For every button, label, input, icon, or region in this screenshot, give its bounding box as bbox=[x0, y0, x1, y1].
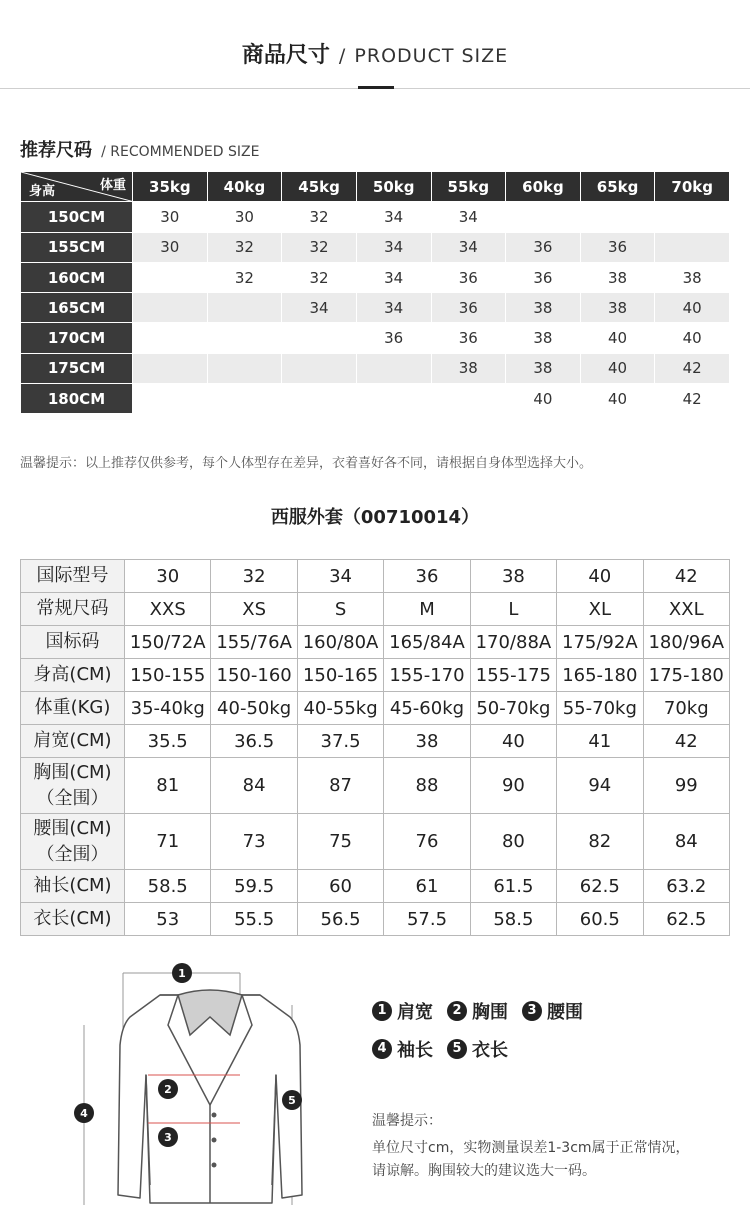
recommended-size-cell: 36 bbox=[580, 232, 655, 262]
size-value-cell: 61 bbox=[384, 870, 470, 903]
recommended-size-cell bbox=[207, 293, 282, 323]
size-row-label-sub: （全围） bbox=[36, 843, 109, 865]
recommended-size-cell bbox=[133, 353, 208, 383]
height-header: 150CM bbox=[21, 202, 133, 232]
size-value-cell: 32 bbox=[211, 560, 297, 593]
size-value-cell: 41 bbox=[557, 725, 643, 758]
size-value-cell: 38 bbox=[470, 560, 556, 593]
recommended-size-cell bbox=[207, 323, 282, 353]
recommended-size-cell: 38 bbox=[506, 353, 581, 383]
recommended-size-cell: 38 bbox=[580, 293, 655, 323]
size-value-cell: 40-50kg bbox=[211, 692, 297, 725]
weight-header: 70kg bbox=[655, 172, 730, 202]
recommended-size-cell: 34 bbox=[356, 202, 431, 232]
table-row bbox=[21, 593, 730, 626]
size-row-label-text: 国际型号 bbox=[36, 565, 109, 586]
size-value-cell: 53 bbox=[125, 903, 211, 936]
recommended-size-cell: 30 bbox=[207, 202, 282, 232]
size-value-cell: 87 bbox=[297, 758, 383, 814]
size-value-cell: 150/72A bbox=[125, 626, 211, 659]
size-value-cell: XXL bbox=[643, 593, 729, 626]
recommended-size-cell: 36 bbox=[506, 232, 581, 262]
table-row bbox=[21, 232, 730, 262]
size-row-label bbox=[21, 758, 125, 814]
table-row bbox=[21, 262, 730, 292]
size-value-cell: 35-40kg bbox=[125, 692, 211, 725]
size-value-cell: 175-180 bbox=[643, 659, 729, 692]
size-row-label-sub: （全围） bbox=[36, 787, 109, 809]
recommended-tip: 温馨提示：以上推荐仅供参考，每个人体型存在差异，衣着喜好各不同，请根据自身体型选择大小。 bbox=[20, 456, 593, 471]
recommended-size-cell: 30 bbox=[133, 202, 208, 232]
table-row bbox=[21, 659, 730, 692]
size-value-cell: 160/80A bbox=[297, 626, 383, 659]
table-row bbox=[21, 725, 730, 758]
weight-header: 60kg bbox=[506, 172, 581, 202]
legend-item-shoulder bbox=[372, 998, 433, 1024]
size-value-cell: 45-60kg bbox=[384, 692, 470, 725]
size-value-cell: 62.5 bbox=[643, 903, 729, 936]
size-value-cell: 60 bbox=[297, 870, 383, 903]
size-value-cell: M bbox=[384, 593, 470, 626]
recommended-size-cell bbox=[431, 384, 506, 414]
recommended-size-cell bbox=[207, 353, 282, 383]
legend-item-sleeve bbox=[372, 1036, 433, 1062]
size-value-cell: S bbox=[297, 593, 383, 626]
recommended-size-cell: 32 bbox=[207, 262, 282, 292]
table-row bbox=[21, 323, 730, 353]
size-value-cell: 61.5 bbox=[470, 870, 556, 903]
size-row-label bbox=[21, 560, 125, 593]
size-value-cell: XL bbox=[557, 593, 643, 626]
recommended-size-cell bbox=[133, 293, 208, 323]
size-value-cell: 50-70kg bbox=[470, 692, 556, 725]
size-value-cell: 73 bbox=[211, 814, 297, 870]
size-value-cell: 155/76A bbox=[211, 626, 297, 659]
note-title: 温馨提示： bbox=[372, 1113, 442, 1129]
size-value-cell: 155-175 bbox=[470, 659, 556, 692]
weight-header: 45kg bbox=[282, 172, 357, 202]
legend-number: 4 bbox=[372, 1039, 392, 1059]
size-row-label bbox=[21, 593, 125, 626]
size-value-cell: 88 bbox=[384, 758, 470, 814]
legend-number: 3 bbox=[522, 1001, 542, 1021]
recommended-size-cell bbox=[133, 262, 208, 292]
recommended-size-table bbox=[20, 171, 730, 414]
recommended-size-cell: 38 bbox=[655, 262, 730, 292]
marker-3-label: 3 bbox=[164, 1131, 172, 1144]
table-row bbox=[21, 626, 730, 659]
recommended-size-cell bbox=[356, 384, 431, 414]
recommended-size-cell: 40 bbox=[655, 293, 730, 323]
size-value-cell: 155-170 bbox=[384, 659, 470, 692]
recommended-size-cell: 34 bbox=[282, 293, 357, 323]
size-value-cell: 170/88A bbox=[470, 626, 556, 659]
size-value-cell: 76 bbox=[384, 814, 470, 870]
height-header: 175CM bbox=[21, 353, 133, 383]
size-row-label-text: 肩宽(CM) bbox=[33, 730, 112, 751]
marker-1 bbox=[172, 963, 192, 983]
size-value-cell: 75 bbox=[297, 814, 383, 870]
size-value-cell: 81 bbox=[125, 758, 211, 814]
table-row bbox=[21, 293, 730, 323]
recommended-size-cell bbox=[506, 202, 581, 232]
table-row bbox=[21, 202, 730, 232]
weight-header: 35kg bbox=[133, 172, 208, 202]
header-title-en: PRODUCT SIZE bbox=[354, 45, 509, 67]
table-row bbox=[21, 692, 730, 725]
table-row bbox=[21, 870, 730, 903]
recommended-size-cell: 34 bbox=[431, 202, 506, 232]
page-header bbox=[0, 38, 750, 69]
weight-header: 55kg bbox=[431, 172, 506, 202]
recommended-size-cell: 36 bbox=[431, 323, 506, 353]
size-value-cell: 150-165 bbox=[297, 659, 383, 692]
size-value-cell: 36 bbox=[384, 560, 470, 593]
recommended-size-cell: 36 bbox=[431, 293, 506, 323]
recommended-title bbox=[20, 136, 259, 162]
legend-label: 衣长 bbox=[472, 1040, 508, 1061]
size-row-label bbox=[21, 814, 125, 870]
recommended-size-cell bbox=[655, 202, 730, 232]
size-value-cell: 90 bbox=[470, 758, 556, 814]
marker-1-label: 1 bbox=[178, 967, 186, 980]
size-value-cell: 56.5 bbox=[297, 903, 383, 936]
size-row-label-text: 腰围(CM) bbox=[33, 817, 112, 839]
recommended-size-cell: 40 bbox=[580, 323, 655, 353]
recommended-size-cell: 34 bbox=[356, 293, 431, 323]
weight-header: 65kg bbox=[580, 172, 655, 202]
size-value-cell: 84 bbox=[643, 814, 729, 870]
product-title: 西服外套（00710014） bbox=[270, 507, 480, 528]
size-row-label bbox=[21, 725, 125, 758]
size-value-cell: 99 bbox=[643, 758, 729, 814]
table-corner-cell bbox=[21, 172, 133, 202]
legend-number: 2 bbox=[447, 1001, 467, 1021]
table-row bbox=[21, 903, 730, 936]
height-header: 165CM bbox=[21, 293, 133, 323]
recommended-size-cell bbox=[655, 232, 730, 262]
recommended-size-cell: 30 bbox=[133, 232, 208, 262]
size-row-label-text: 袖长(CM) bbox=[33, 875, 112, 896]
legend-item-waist bbox=[522, 998, 583, 1024]
header-accent-bar bbox=[358, 86, 394, 89]
table-row bbox=[21, 353, 730, 383]
legend-row bbox=[372, 998, 597, 1024]
size-row-label-text: 胸围(CM) bbox=[33, 761, 112, 783]
recommended-size-cell bbox=[282, 323, 357, 353]
height-header: 180CM bbox=[21, 384, 133, 414]
recommended-size-cell bbox=[207, 384, 282, 414]
legend-label: 腰围 bbox=[547, 1002, 583, 1023]
recommended-size-cell bbox=[580, 202, 655, 232]
recommended-size-cell bbox=[282, 353, 357, 383]
table-row bbox=[21, 384, 730, 414]
recommended-title-en: / RECOMMENDED SIZE bbox=[101, 144, 260, 160]
marker-5-label: 5 bbox=[288, 1094, 296, 1107]
marker-4-label: 4 bbox=[80, 1107, 88, 1120]
corner-height-label: 身高 bbox=[29, 184, 56, 200]
size-value-cell: 40 bbox=[470, 725, 556, 758]
size-value-cell: 165-180 bbox=[557, 659, 643, 692]
recommended-size-cell: 42 bbox=[655, 384, 730, 414]
size-value-cell: 180/96A bbox=[643, 626, 729, 659]
marker-2-label: 2 bbox=[164, 1083, 172, 1096]
size-value-cell: 80 bbox=[470, 814, 556, 870]
size-value-cell: 40 bbox=[557, 560, 643, 593]
legend-label: 袖长 bbox=[397, 1040, 433, 1061]
size-value-cell: 94 bbox=[557, 758, 643, 814]
weight-header: 40kg bbox=[207, 172, 282, 202]
size-value-cell: 60.5 bbox=[557, 903, 643, 936]
measurement-legend bbox=[372, 998, 597, 1074]
size-row-label-text: 衣长(CM) bbox=[33, 908, 112, 929]
header-separator: / bbox=[338, 45, 346, 67]
size-row-label-text: 身高(CM) bbox=[33, 664, 112, 685]
size-value-cell: 42 bbox=[643, 725, 729, 758]
legend-item-chest bbox=[447, 998, 508, 1024]
legend-label: 肩宽 bbox=[397, 1002, 433, 1023]
size-row-label-text: 常规尺码 bbox=[36, 598, 109, 619]
size-value-cell: 38 bbox=[384, 725, 470, 758]
legend-row bbox=[372, 1036, 597, 1062]
height-header: 170CM bbox=[21, 323, 133, 353]
size-value-cell: XS bbox=[211, 593, 297, 626]
marker-4 bbox=[74, 1103, 94, 1123]
size-value-cell: 57.5 bbox=[384, 903, 470, 936]
size-value-cell: 42 bbox=[643, 560, 729, 593]
size-value-cell: 150-155 bbox=[125, 659, 211, 692]
table-row bbox=[21, 814, 730, 870]
size-value-cell: 37.5 bbox=[297, 725, 383, 758]
legend-number: 5 bbox=[447, 1039, 467, 1059]
size-value-cell: 55-70kg bbox=[557, 692, 643, 725]
size-row-label bbox=[21, 870, 125, 903]
recommended-size-cell: 38 bbox=[506, 323, 581, 353]
note-body: 单位尺寸cm，实物测量误差1-3cm属于正常情况，请谅解。胸围较大的建议选大一码。 bbox=[372, 1140, 690, 1179]
recommended-size-cell: 40 bbox=[580, 384, 655, 414]
header-title-zh: 商品尺寸 bbox=[241, 43, 330, 68]
recommended-size-cell bbox=[356, 353, 431, 383]
size-value-cell: 63.2 bbox=[643, 870, 729, 903]
size-value-cell: 84 bbox=[211, 758, 297, 814]
recommended-size-cell: 36 bbox=[356, 323, 431, 353]
recommended-size-cell: 38 bbox=[431, 353, 506, 383]
size-row-label bbox=[21, 692, 125, 725]
size-value-cell: 62.5 bbox=[557, 870, 643, 903]
recommended-size-cell: 32 bbox=[282, 232, 357, 262]
size-value-cell: 59.5 bbox=[211, 870, 297, 903]
marker-5 bbox=[282, 1090, 302, 1110]
marker-2 bbox=[158, 1079, 178, 1099]
recommended-size-cell: 32 bbox=[282, 202, 357, 232]
size-row-label-text: 国标码 bbox=[45, 631, 100, 652]
recommended-title-zh: 推荐尺码 bbox=[20, 140, 92, 161]
size-value-cell: XXS bbox=[125, 593, 211, 626]
size-value-cell: 175/92A bbox=[557, 626, 643, 659]
size-row-label bbox=[21, 903, 125, 936]
size-row-label-text: 体重(KG) bbox=[34, 697, 111, 718]
legend-item-length bbox=[447, 1036, 508, 1062]
recommended-size-cell: 40 bbox=[655, 323, 730, 353]
recommended-size-cell: 42 bbox=[655, 353, 730, 383]
size-row-label bbox=[21, 659, 125, 692]
height-header: 160CM bbox=[21, 262, 133, 292]
size-value-cell: 70kg bbox=[643, 692, 729, 725]
recommended-size-cell: 32 bbox=[282, 262, 357, 292]
recommended-size-cell: 34 bbox=[356, 262, 431, 292]
recommended-size-cell: 40 bbox=[580, 353, 655, 383]
size-value-cell: 30 bbox=[125, 560, 211, 593]
weight-header: 50kg bbox=[356, 172, 431, 202]
size-value-cell: 165/84A bbox=[384, 626, 470, 659]
size-row-label bbox=[21, 626, 125, 659]
size-value-cell: L bbox=[470, 593, 556, 626]
recommended-size-cell: 36 bbox=[506, 262, 581, 292]
product-size-table bbox=[20, 559, 730, 936]
size-value-cell: 34 bbox=[297, 560, 383, 593]
table-row bbox=[21, 560, 730, 593]
corner-weight-label: 体重 bbox=[99, 178, 126, 193]
size-value-cell: 40-55kg bbox=[297, 692, 383, 725]
size-value-cell: 82 bbox=[557, 814, 643, 870]
recommended-size-cell: 32 bbox=[207, 232, 282, 262]
recommended-size-cell: 38 bbox=[506, 293, 581, 323]
table-row bbox=[21, 758, 730, 814]
jacket-measurement-diagram bbox=[60, 955, 350, 1220]
size-value-cell: 58.5 bbox=[470, 903, 556, 936]
legend-number: 1 bbox=[372, 1001, 392, 1021]
recommended-size-cell bbox=[133, 323, 208, 353]
recommended-size-cell: 34 bbox=[431, 232, 506, 262]
recommended-size-cell bbox=[133, 384, 208, 414]
legend-label: 胸围 bbox=[472, 1002, 508, 1023]
recommended-size-cell: 40 bbox=[506, 384, 581, 414]
recommended-size-cell: 34 bbox=[356, 232, 431, 262]
size-value-cell: 36.5 bbox=[211, 725, 297, 758]
size-value-cell: 71 bbox=[125, 814, 211, 870]
size-value-cell: 150-160 bbox=[211, 659, 297, 692]
recommended-size-cell bbox=[282, 384, 357, 414]
recommended-size-cell: 36 bbox=[431, 262, 506, 292]
recommended-size-cell: 38 bbox=[580, 262, 655, 292]
size-value-cell: 58.5 bbox=[125, 870, 211, 903]
height-header: 155CM bbox=[21, 232, 133, 262]
size-value-cell: 55.5 bbox=[211, 903, 297, 936]
size-value-cell: 35.5 bbox=[125, 725, 211, 758]
marker-3 bbox=[158, 1127, 178, 1147]
